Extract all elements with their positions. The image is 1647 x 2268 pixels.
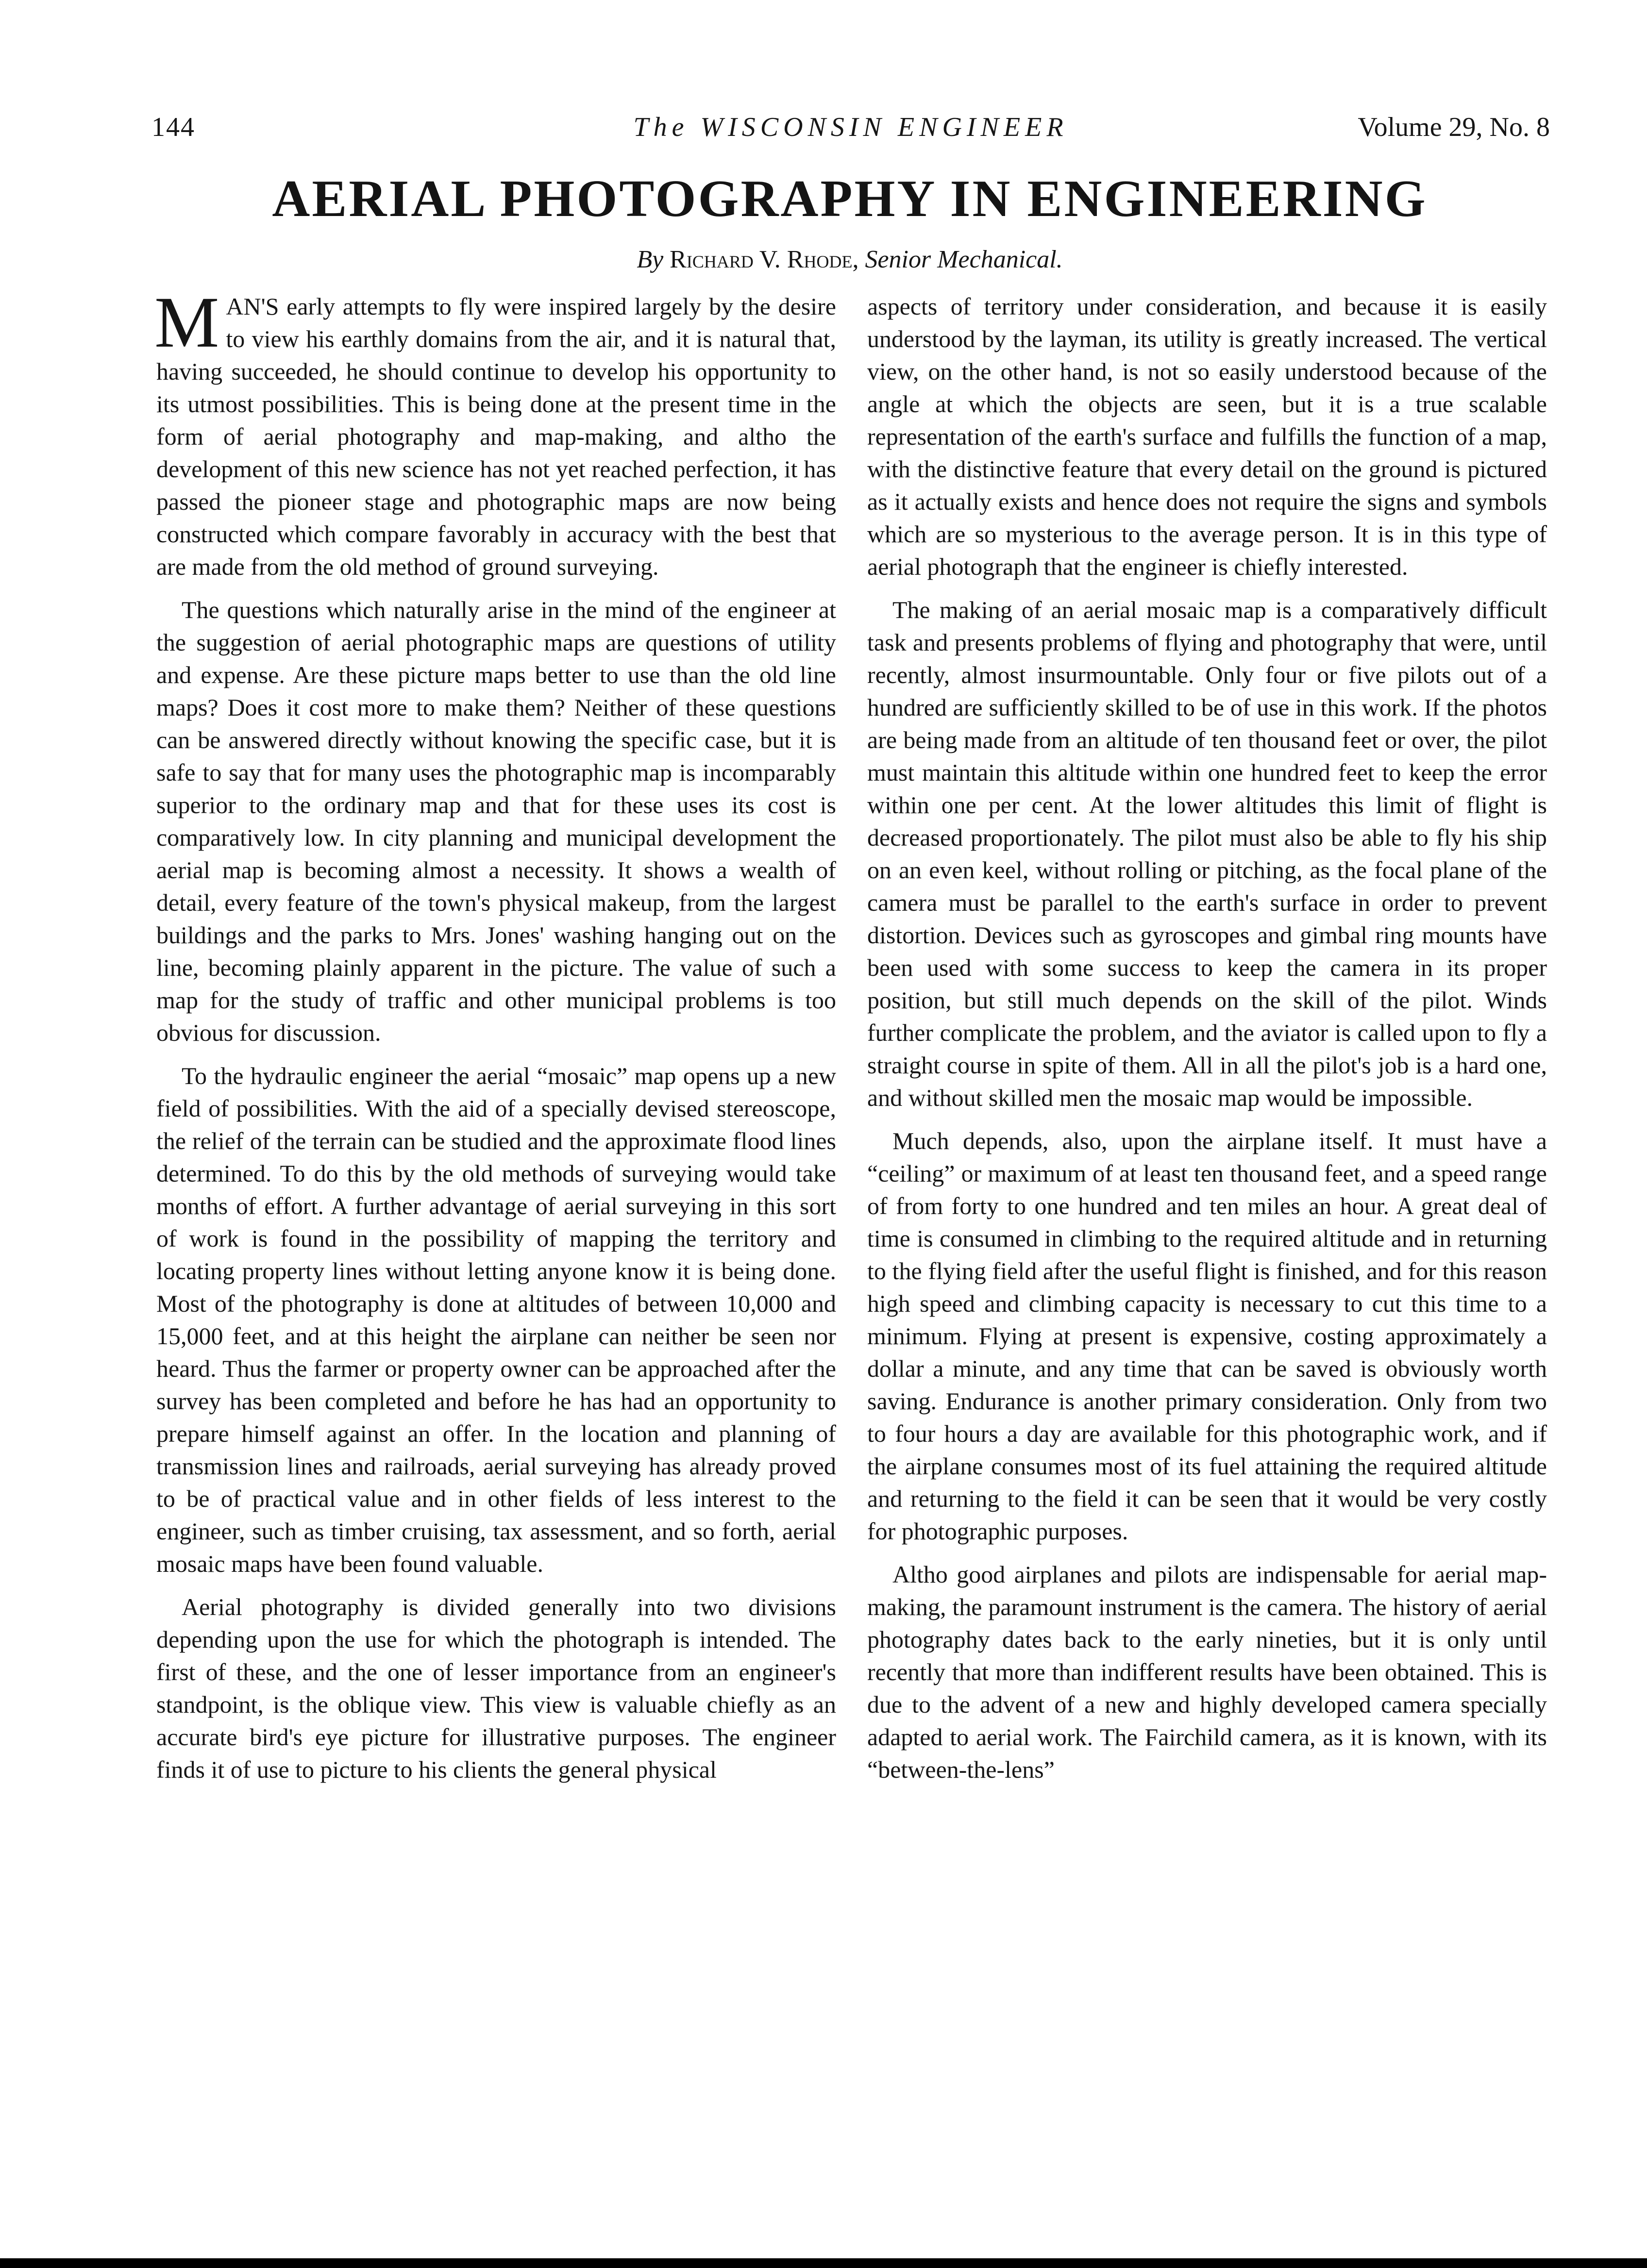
running-header [151,108,1550,147]
paragraph-left-3: To the hydraulic engineer the aerial “mosaic” map opens up a new field of possibilities. With the aid of a specially devised stereoscope, the relief of the terrain can be studied and the approximate flood lines determined. To do this by the old methods of surveying would take months of effort. A further advantage of aerial surveying in this sort of work is found in the possibility of mapping the territory and locating property lines without letting anyone know it is being done. Most of the photography is done at altitudes of between 10,000 and 15,000 feet, and at this height the airplane can neither be seen nor heard. Thus the farmer or property owner can be approached after the survey has been completed and before he has had an opportunity to prepare himself against an offer. In the location and planning of transmission lines and railroads, aerial surveying has already proved to be of practical value and in other fields of less interest to the engineer, such as timber cruising, tax assessment, and so forth, aerial mosaic maps have been found valuable. [156,1062,836,1577]
byline-role: Senior Mechanical. [865,246,1063,273]
paragraph-right-4: Altho good airplanes and pilots are indispensable for aerial map-making, the paramount instrument is the camera. The history of aerial photography dates back to the early nineties, but it is only until recently that more than indifferent results have been obtained. This is due to the advent of a new and highly developed camera specially adapted to aerial work. The Fairchild camera, as it is known, with its “between-the-lens” [867,1561,1547,1783]
journal-title: The WISCONSIN ENGINEER [633,112,1068,142]
paragraph-right-2: The making of an aerial mosaic map is a comparatively difficult task and presents problems of flying and photography that were, until recently, almost insurmountable. Only four or five pilots out of a hundred are sufficiently skilled to be of use in this work. If the photos are being made from an altitude of ten thousand feet or over, the pilot must maintain this altitude within one hundred feet to keep the error within one per cent. At the lower altitudes this limit of flight is decreased proportionately. The pilot must also be able to fly his ship on an even keel, without rolling or pitching, as the focal plane of the camera must be parallel to the earth's surface in order to prevent distortion. Devices such as gyroscopes and gimbal ring mounts have been used with some success to keep the camera in its proper position, but still much depends on the skill of the pilot. Winds further complicate the problem, and the aviator is called upon to fly a straight course in spite of them. All in all the pilot's job is a hard one, and without skilled men the mosaic map would be impossible. [867,596,1547,1111]
article-title: AERIAL PHOTOGRAPHY IN ENGINEERING [272,170,1428,228]
paragraph-right-3: Much depends, also, upon the airplane itself. It must have a “ceiling” or maximum of at least ten thousand feet, and a speed range of from forty to one hundred and ten miles an hour. A great deal of time is consumed in climbing to the required altitude and in returning to the flying field after the useful flight is finished, and for this reason high speed and climbing capacity is necessary to cut this time to a minimum. Flying at present is expensive, costing approximately a dollar a minute, and any time that can be saved is obviously worth saving. Endurance is another primary consideration. Only from two to four hours a day are available for this photographic work, and if the airplane consumes most of its fuel attaining the required altitude and returning to the field it can be seen that it would be very costly for photographic purposes. [867,1127,1547,1545]
drop-cap: M [154,282,219,363]
paragraph-left-1-text: early attempts to fly were inspired largely by the desire to view his earthly domains from the air, and it is natural that, having succeeded, he should continue to develop his opportunity to its utmost possibilities. This is being done at the present time in the form of aerial photography and map-making, and altho the development of this new science has not yet reached perfection, it has passed the pioneer stage and photographic maps are now being constructed which compare favorably in accuracy with the best that are made from the old method of ground surveying. [156,293,836,580]
paragraph-left-1 [154,282,836,583]
drop-cap-rest: AN'S [226,293,279,320]
volume-issue: Volume 29, No. 8 [1358,112,1550,142]
paragraph-left-4: Aerial photography is divided generally into two divisions depending upon the use for which the photograph is intended. The first of these, and the one of lesser importance from an engineer's standpoint, is the oblique view. This view is valuable chiefly as an accurate bird's eye picture for illustrative purposes. The engineer finds it of use to picture to his clients the general physical [156,1593,836,1783]
left-column [154,282,836,1797]
byline-by: By [637,246,664,273]
paragraph-left-2: The questions which naturally arise in the mind of the engineer at the suggestion of aerial photographic maps are questions of utility and expense. Are these picture maps better to use than the old line maps? Does it cost more to make them? Neither of these questions can be answered directly without knowing the specific case, but it is safe to say that for many uses the photographic map is incomparably superior to the ordinary map and that for these uses its cost is comparatively low. In city planning and municipal development the aerial map is becoming almost a necessity. It shows a wealth of detail, every feature of the town's physical makeup, from the largest buildings and the parks to Mrs. Jones' washing hanging out on the line, becoming plainly apparent in the picture. The value of such a map for the study of traffic and other municipal problems is too obvious for discussion. [156,596,836,1046]
byline [146,240,1554,279]
byline-author: Richard V. Rhode, [670,246,859,273]
right-column [867,290,1547,1797]
paragraph-right-1: aspects of territory under consideration, and because it is easily understood by the layman, its utility is greatly increased. The vertical view, on the other hand, is not so easily understood because of the angle at which the objects are seen, but it is a true scalable representation of the earth's surface and fulfills the function of a map, with the distinctive feature that every detail on the ground is pictured as it actually exists and hence does not require the signs and symbols which are so mysterious to the average person. It is in this type of aerial photograph that the engineer is chiefly interested. [867,293,1547,580]
page-number: 144 [151,112,195,142]
